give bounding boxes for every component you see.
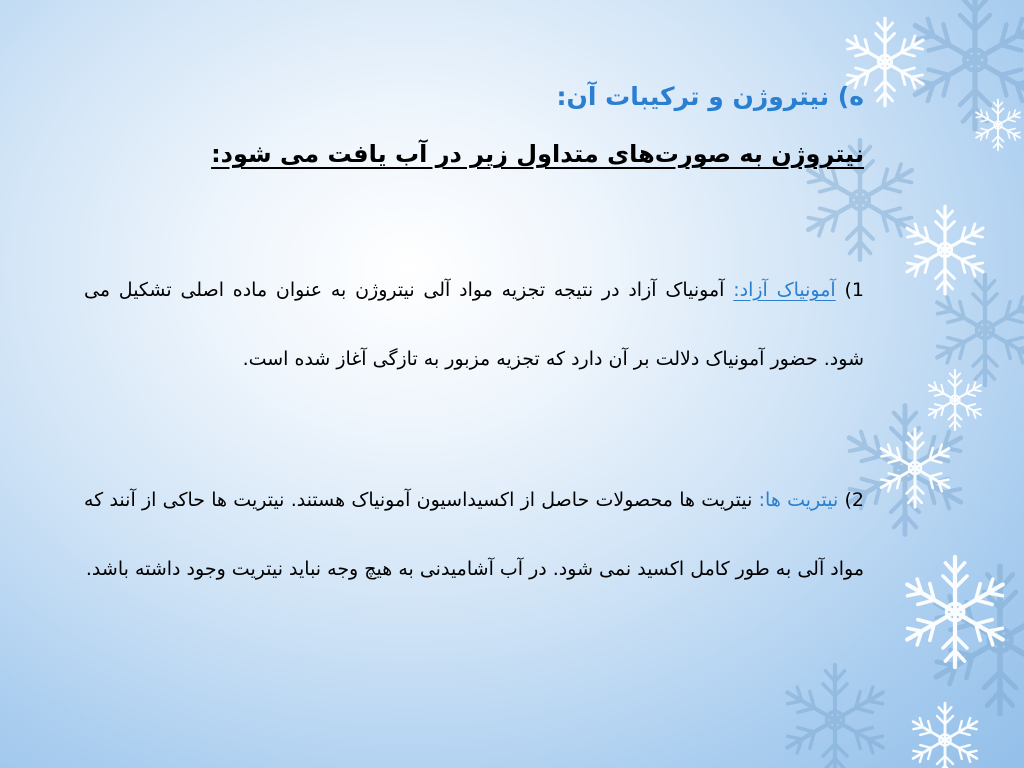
item-text: آمونیاک آزاد در نتیجه تجزیه مواد آلی نیتروژن به عنوان ماده اصلی تشکیل می شود. حضور آمونیاک دلالت بر آن دارد که تجزیه مزبور به تازگی آغاز شده است.: [84, 279, 864, 370]
slide-heading: ه) نیتروژن و ترکیبات آن:: [556, 82, 864, 111]
item-text: نیتریت ها محصولات حاصل از اکسیداسیون آمونیاک هستند. نیتریت ها حاکی از آنند که مواد آلی به طور کامل اکسید نمی شود. در آب آشامیدنی به هیچ وجه نباید نیتریت وجود داشته باشد.: [84, 489, 864, 580]
slide-subheading: نیتروژن به صورت‌های متداول زیر در آب یافت می شود:: [211, 140, 864, 168]
item-term-free-ammonia: آمونیاک آزاد:: [733, 279, 836, 301]
list-item-free-ammonia: [84, 256, 864, 394]
item-number: 2): [844, 489, 865, 511]
item-number: 1): [844, 279, 865, 301]
list-item-nitrites: [84, 466, 864, 604]
item-term-nitrites: نیتریت ها:: [758, 489, 839, 511]
